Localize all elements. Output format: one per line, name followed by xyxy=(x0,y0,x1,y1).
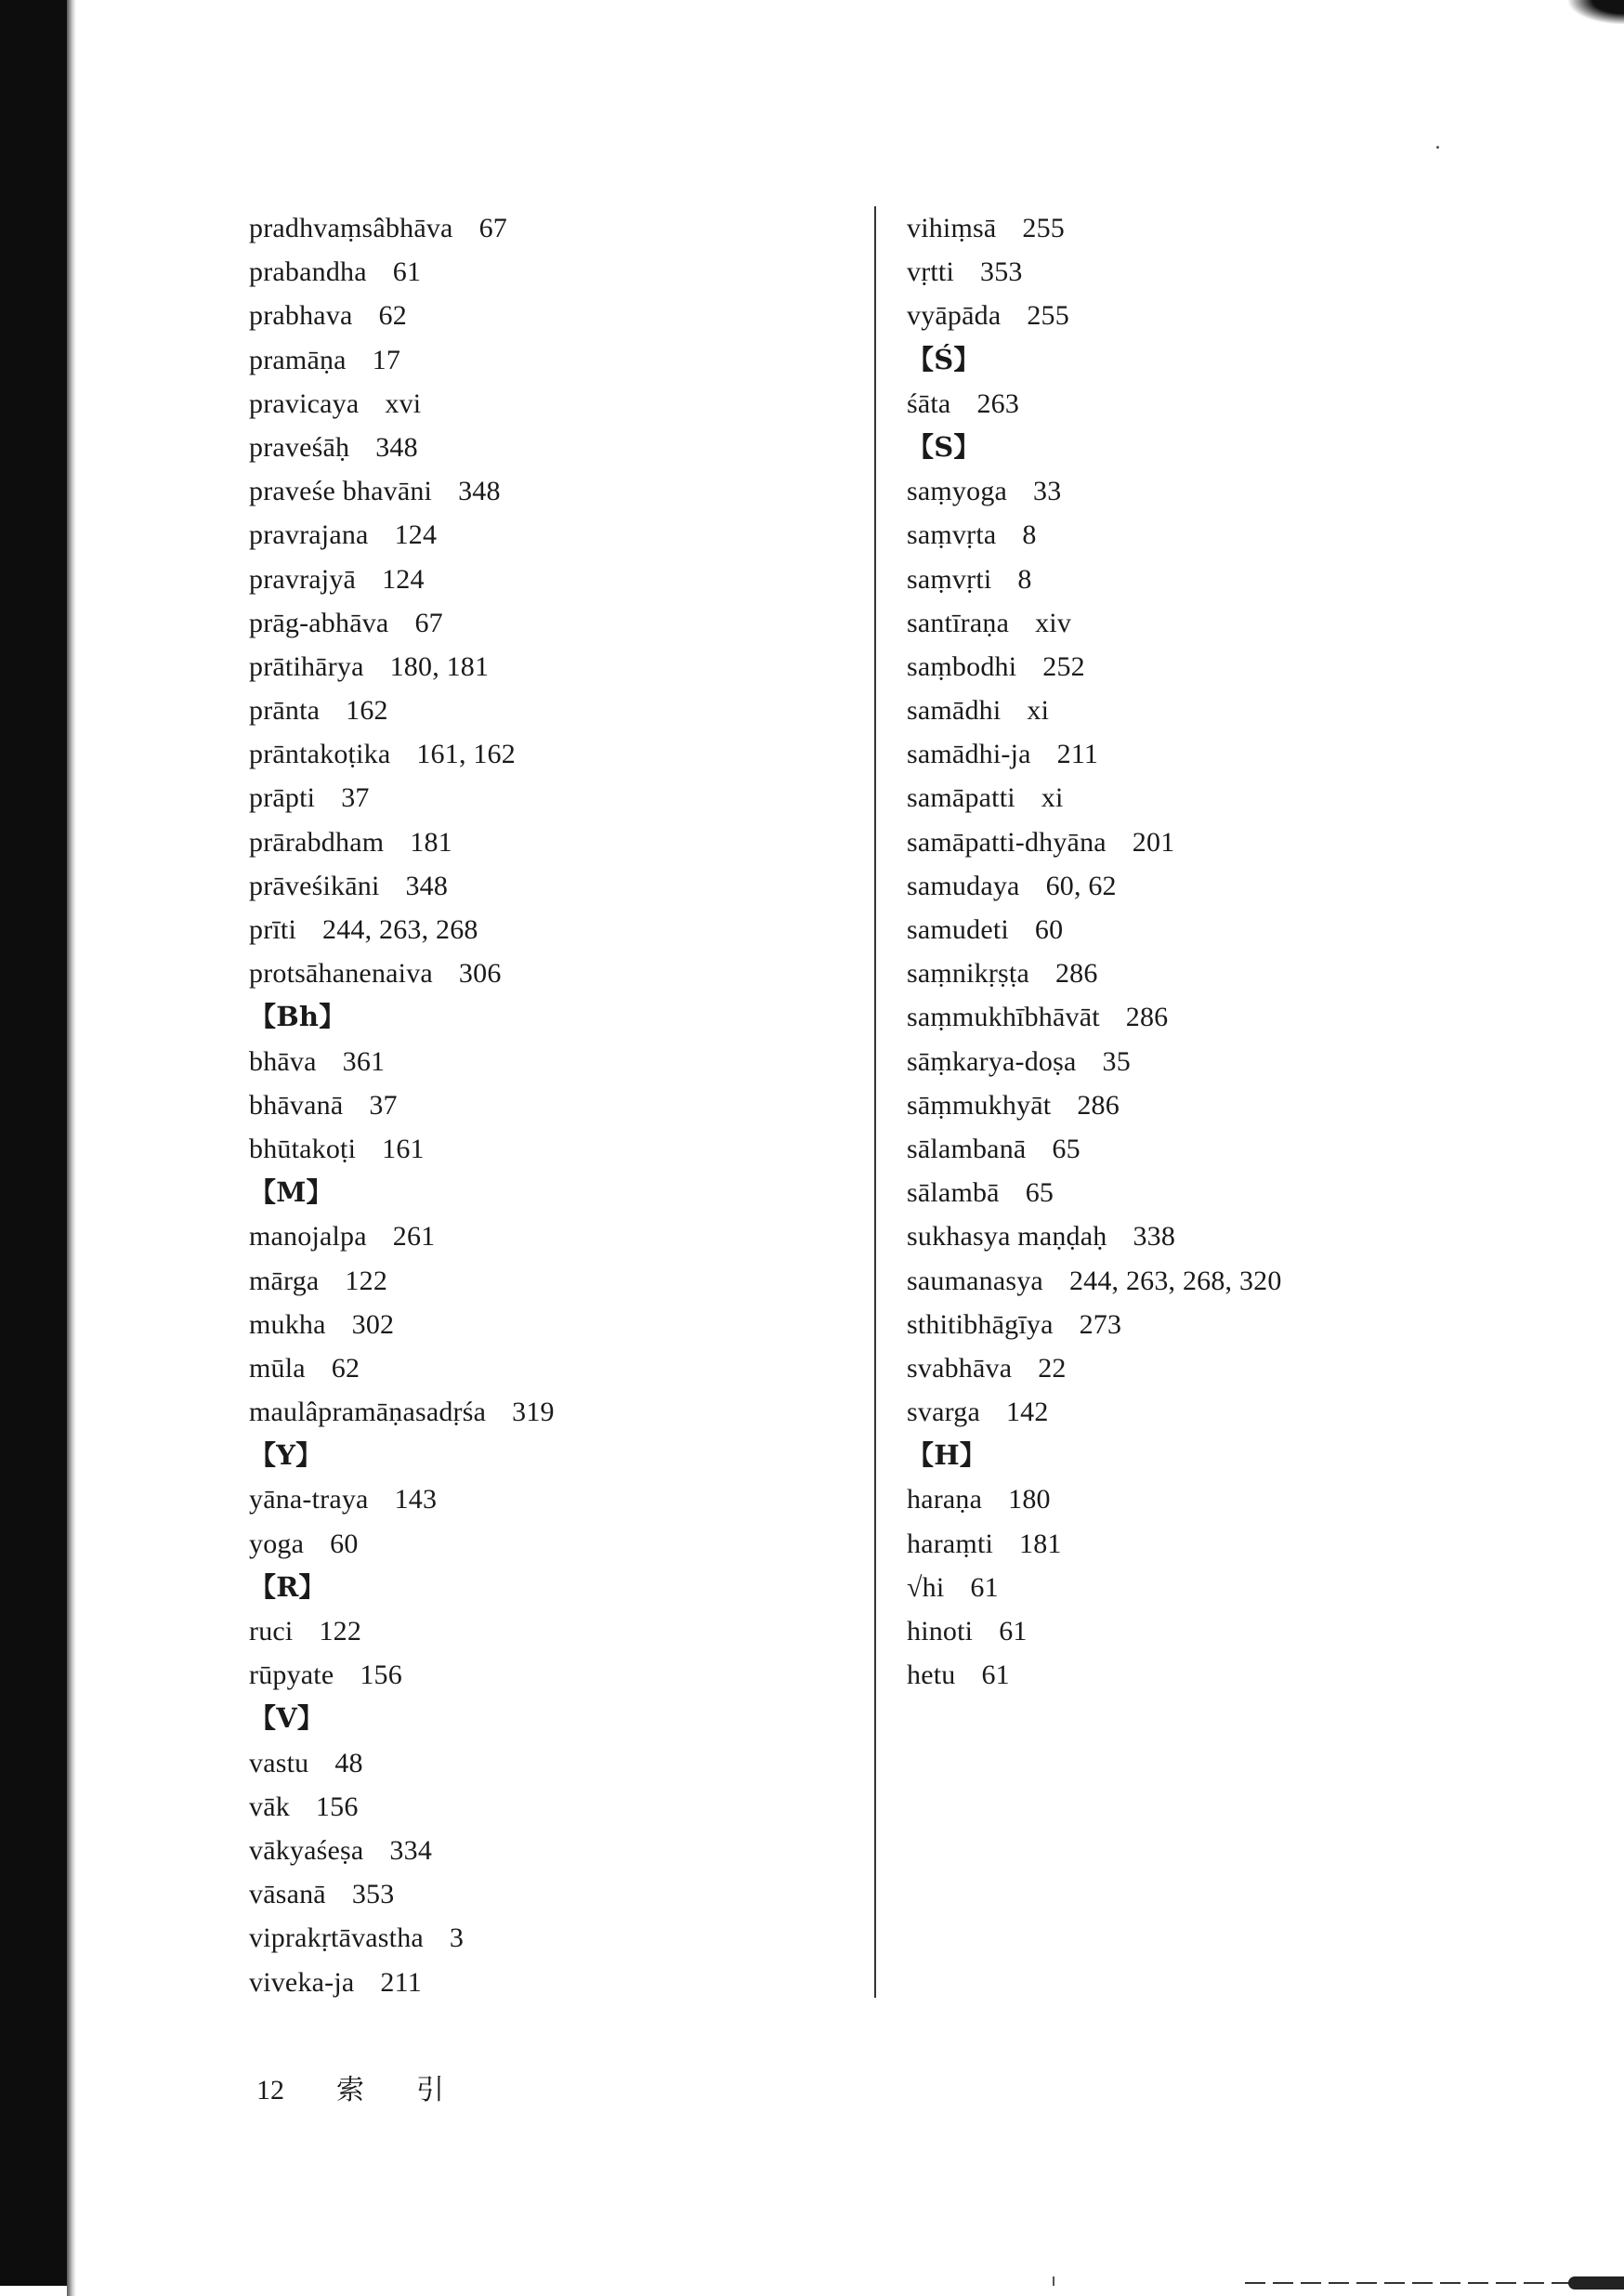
index-entry xyxy=(249,1477,555,1521)
index-page-refs: 180 xyxy=(1008,1484,1051,1515)
page-number: 12 xyxy=(256,2075,284,2106)
index-term: mūla xyxy=(249,1352,306,1384)
index-page-refs: 306 xyxy=(458,958,502,990)
index-term: sāṃmukhyāt xyxy=(907,1089,1052,1121)
index-entry xyxy=(249,1785,555,1829)
index-page-refs: 60 xyxy=(1034,914,1064,945)
index-page-refs: 338 xyxy=(1133,1221,1176,1253)
index-entry xyxy=(907,1609,1282,1653)
index-entry xyxy=(249,382,555,426)
index-term: vastu xyxy=(249,1747,309,1778)
index-term: sālambanā xyxy=(907,1133,1027,1164)
index-term: santīraṇa xyxy=(907,607,1010,638)
index-page-refs: 65 xyxy=(1052,1133,1080,1164)
index-term: pravrajyā xyxy=(249,563,357,595)
index-page-refs: 334 xyxy=(389,1834,433,1866)
index-term: praveśe bhavāni xyxy=(249,476,433,507)
index-page-refs: 62 xyxy=(331,1352,360,1384)
index-term: śāta xyxy=(907,387,951,419)
index-page-refs: 181 xyxy=(1019,1528,1062,1559)
index-page-refs: 37 xyxy=(341,782,370,814)
index-page-refs: 143 xyxy=(394,1484,438,1515)
index-term: saṃvṛti xyxy=(907,563,992,595)
index-term: bhāva xyxy=(249,1045,317,1077)
index-entry xyxy=(907,1522,1282,1566)
index-entry xyxy=(249,908,555,951)
index-section-heading: 【Ś】 xyxy=(907,343,981,375)
index-term: prātihārya xyxy=(249,650,364,682)
index-entry xyxy=(907,1477,1282,1521)
index-page-refs: 348 xyxy=(405,870,449,901)
index-term: hetu xyxy=(907,1660,956,1691)
index-page-refs: 361 xyxy=(342,1045,386,1077)
index-term: pravrajana xyxy=(249,519,369,551)
running-title: 索引 xyxy=(336,2075,496,2106)
index-entry xyxy=(907,820,1282,864)
index-column-right xyxy=(907,206,1282,1697)
index-term: sthitibhāgīya xyxy=(907,1308,1054,1340)
index-entry xyxy=(249,1916,555,1960)
index-page-refs: 180, 181 xyxy=(389,650,490,682)
index-entry xyxy=(249,469,555,513)
index-entry xyxy=(249,864,555,908)
index-term: rūpyate xyxy=(249,1660,334,1691)
index-entry xyxy=(249,338,555,382)
index-entry xyxy=(907,1127,1282,1171)
index-term: praveśāḥ xyxy=(249,431,350,463)
index-term: samādhi-ja xyxy=(907,739,1031,770)
index-entry xyxy=(249,601,555,645)
index-entry xyxy=(249,1653,555,1697)
index-entry xyxy=(907,951,1282,995)
index-entry xyxy=(249,1214,555,1258)
index-page-refs: 60, 62 xyxy=(1045,870,1117,901)
index-entry xyxy=(907,294,1282,337)
index-page-refs: 319 xyxy=(512,1397,555,1428)
index-term: saṃbodhi xyxy=(907,650,1017,682)
index-page-refs: 61 xyxy=(392,256,422,288)
index-term: vyāpāda xyxy=(907,300,1002,332)
index-page-refs: xvi xyxy=(385,387,422,419)
index-section-heading: 【S】 xyxy=(907,430,981,463)
index-page-refs: 244, 263, 268 xyxy=(322,914,478,945)
scan-bottom-edge xyxy=(1245,2282,1624,2284)
index-term: samādhi xyxy=(907,695,1002,727)
index-entry xyxy=(249,1127,555,1171)
index-page-refs: 62 xyxy=(378,300,407,332)
index-term: ruci xyxy=(249,1616,294,1647)
index-entry xyxy=(249,951,555,995)
index-term: saṃnikṛṣṭa xyxy=(907,958,1029,990)
index-page-refs: 122 xyxy=(319,1616,362,1647)
index-page-refs: 353 xyxy=(351,1879,395,1910)
index-page-refs: 61 xyxy=(999,1616,1028,1647)
index-term: viveka-ja xyxy=(249,1966,355,1998)
index-page-refs: 67 xyxy=(414,607,443,638)
index-page-refs: 3 xyxy=(449,1922,465,1954)
index-page-refs: 48 xyxy=(334,1747,363,1778)
index-term: prārabdham xyxy=(249,826,385,858)
index-page-refs: 22 xyxy=(1038,1352,1067,1384)
index-entry xyxy=(249,206,555,250)
index-page-refs: 65 xyxy=(1025,1177,1054,1209)
index-term: saumanasya xyxy=(907,1265,1043,1296)
index-page-refs: 61 xyxy=(981,1660,1010,1691)
index-entry xyxy=(907,995,1282,1039)
index-page-refs: 348 xyxy=(458,476,501,507)
index-term: vāk xyxy=(249,1791,290,1822)
page-footer xyxy=(256,2070,496,2111)
index-term: vāsanā xyxy=(249,1879,326,1910)
index-entry xyxy=(907,645,1282,689)
index-term: pramāṇa xyxy=(249,344,347,375)
index-term: mārga xyxy=(249,1265,320,1296)
index-section-heading: 【Bh】 xyxy=(249,1001,347,1033)
column-divider xyxy=(874,206,876,1998)
index-column-left xyxy=(249,206,555,2004)
index-page-refs: 261 xyxy=(392,1221,436,1253)
scan-binding-shadow xyxy=(0,0,67,2286)
index-entry xyxy=(907,601,1282,645)
index-term: viprakṛtāvastha xyxy=(249,1922,424,1954)
index-entry xyxy=(907,558,1282,601)
index-term: samudeti xyxy=(907,914,1009,945)
index-page-refs: 286 xyxy=(1077,1089,1120,1121)
index-entry xyxy=(249,1303,555,1346)
index-term: vākyaśeṣa xyxy=(249,1834,364,1866)
index-entry xyxy=(249,732,555,776)
index-entry xyxy=(249,645,555,689)
index-page-refs: 353 xyxy=(980,256,1023,288)
index-page-refs: 37 xyxy=(369,1089,398,1121)
index-term: vihiṃsā xyxy=(907,213,997,243)
index-page-refs: 252 xyxy=(1042,650,1085,682)
index-entry xyxy=(249,820,555,864)
index-page-refs: 156 xyxy=(360,1660,402,1691)
index-term: bhūtakoṭi xyxy=(249,1133,357,1164)
index-term: mukha xyxy=(249,1308,326,1340)
index-entry xyxy=(907,1566,1282,1609)
index-term: prānta xyxy=(249,695,321,727)
index-page-refs: xiv xyxy=(1035,607,1072,638)
index-page-refs: 263 xyxy=(976,387,1020,419)
index-page-refs: 33 xyxy=(1033,476,1062,507)
index-page-refs: 60 xyxy=(330,1528,359,1559)
index-term: pravicaya xyxy=(249,387,360,419)
index-term: samudaya xyxy=(907,870,1020,901)
index-entry xyxy=(249,1961,555,2004)
index-section-heading: 【R】 xyxy=(249,1570,326,1603)
index-term: sālambā xyxy=(907,1177,1000,1209)
index-entry xyxy=(907,513,1282,557)
index-page-refs: 255 xyxy=(1022,213,1066,243)
index-entry xyxy=(907,1653,1282,1697)
index-entry xyxy=(249,776,555,820)
index-term: √hi xyxy=(907,1571,945,1603)
index-term: sukhasya maṇḍaḥ xyxy=(907,1221,1107,1253)
index-term: svarga xyxy=(907,1397,980,1428)
scan-corner-mark xyxy=(1568,0,1624,24)
index-term: sāṃkarya-doṣa xyxy=(907,1045,1077,1077)
index-entry xyxy=(249,426,555,469)
index-entry xyxy=(249,250,555,294)
index-entry xyxy=(907,732,1282,776)
index-term: pradhvaṃsâbhāva xyxy=(249,213,453,243)
index-page-refs: 142 xyxy=(1005,1397,1049,1428)
index-term: yoga xyxy=(249,1528,305,1559)
index-entry xyxy=(907,689,1282,732)
index-entry xyxy=(249,1040,555,1083)
index-entry xyxy=(907,250,1282,294)
index-entry xyxy=(249,1259,555,1303)
index-page-refs: 255 xyxy=(1027,300,1069,332)
index-term: prāveśikāni xyxy=(249,870,380,901)
index-entry xyxy=(249,1741,555,1785)
index-entry xyxy=(249,1083,555,1127)
index-term: samāpatti xyxy=(907,782,1015,814)
index-entry xyxy=(907,1083,1282,1127)
index-page-refs: 211 xyxy=(380,1966,422,1998)
index-page-refs: 124 xyxy=(382,563,425,595)
scan-speck xyxy=(1436,146,1439,149)
index-entry xyxy=(907,1171,1282,1214)
index-term: hinoti xyxy=(907,1616,974,1647)
index-page-refs: 302 xyxy=(351,1308,395,1340)
index-page-refs: 35 xyxy=(1102,1045,1131,1077)
index-term: haraṃti xyxy=(907,1528,994,1559)
index-entry xyxy=(907,1214,1282,1258)
index-page-refs: 156 xyxy=(315,1791,359,1822)
index-entry xyxy=(907,864,1282,908)
index-term: prāg-abhāva xyxy=(249,607,389,638)
index-term: saṃvṛta xyxy=(907,519,997,551)
scan-corner-mark xyxy=(1568,2276,1624,2289)
index-entry xyxy=(249,1609,555,1653)
index-page-refs: 122 xyxy=(345,1265,388,1296)
index-page-refs: 8 xyxy=(1022,519,1037,551)
index-page-refs: 201 xyxy=(1132,826,1175,858)
index-page-refs: 211 xyxy=(1056,739,1099,770)
index-page-refs: 8 xyxy=(1017,563,1032,595)
index-page-refs: 161 xyxy=(382,1133,425,1164)
index-term: yāna-traya xyxy=(249,1484,369,1515)
index-entry xyxy=(907,1346,1282,1390)
index-term: prabandha xyxy=(249,256,367,288)
index-entry xyxy=(907,908,1282,951)
index-entry xyxy=(249,1829,555,1872)
index-page-refs: 162 xyxy=(346,695,388,727)
index-term: haraṇa xyxy=(907,1484,983,1515)
index-entry xyxy=(907,206,1282,250)
index-section-heading: 【M】 xyxy=(249,1176,334,1209)
index-section-heading: 【H】 xyxy=(907,1439,987,1472)
index-term: bhāvanā xyxy=(249,1089,344,1121)
index-term: svabhāva xyxy=(907,1352,1013,1384)
index-term: prīti xyxy=(249,914,296,945)
index-entry xyxy=(249,1872,555,1916)
index-entry xyxy=(907,1390,1282,1434)
index-page-refs: 124 xyxy=(394,519,438,551)
index-page-refs: 348 xyxy=(375,431,418,463)
index-term: maulâpramāṇasadṛśa xyxy=(249,1397,487,1428)
index-section-heading: 【Y】 xyxy=(249,1439,323,1472)
index-entry xyxy=(249,1346,555,1390)
index-entry xyxy=(907,776,1282,820)
index-entry xyxy=(249,689,555,732)
index-entry xyxy=(907,1259,1282,1303)
index-entry xyxy=(907,382,1282,426)
index-term: vṛtti xyxy=(907,256,954,288)
index-page-refs: 286 xyxy=(1054,958,1098,990)
index-entry xyxy=(249,1522,555,1566)
index-term: manojalpa xyxy=(249,1221,367,1253)
index-page-refs: 181 xyxy=(410,826,452,858)
index-page-refs: 17 xyxy=(372,344,401,375)
index-entry xyxy=(907,1040,1282,1083)
index-term: prāpti xyxy=(249,782,316,814)
index-term: saṃyoga xyxy=(907,476,1008,507)
index-page-refs: 244, 263, 268, 320 xyxy=(1068,1265,1282,1296)
index-entry xyxy=(249,558,555,601)
index-section-heading: 【V】 xyxy=(249,1702,325,1735)
index-page-refs: 286 xyxy=(1125,1002,1169,1033)
index-entry xyxy=(907,469,1282,513)
scan-binding-edge xyxy=(67,0,76,2296)
index-page-refs: 67 xyxy=(478,213,507,243)
index-term: prabhava xyxy=(249,300,353,332)
index-term: saṃmukhībhāvāt xyxy=(907,1002,1100,1033)
index-entry xyxy=(907,1303,1282,1346)
index-entry xyxy=(249,1390,555,1434)
index-page-refs: xi xyxy=(1041,782,1064,814)
index-page-refs: 273 xyxy=(1079,1308,1122,1340)
index-page-refs: 161, 162 xyxy=(416,739,516,770)
scan-speck xyxy=(1053,2276,1054,2286)
index-page-refs: xi xyxy=(1027,695,1050,727)
index-term: protsāhanenaiva xyxy=(249,958,433,990)
index-entry xyxy=(249,513,555,557)
index-entry xyxy=(249,294,555,337)
index-page-refs: 61 xyxy=(970,1571,999,1603)
index-term: prāntakoṭika xyxy=(249,739,391,770)
index-term: samāpatti-dhyāna xyxy=(907,826,1107,858)
